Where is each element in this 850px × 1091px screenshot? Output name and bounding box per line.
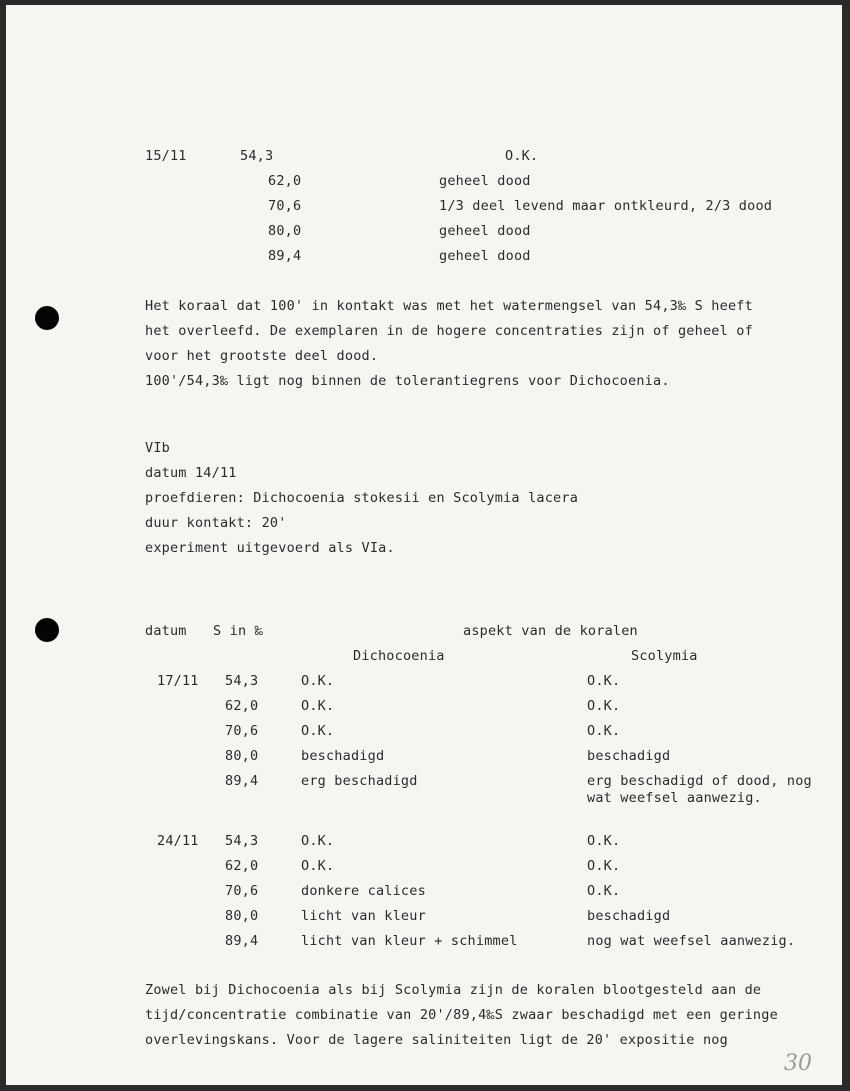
- table2-salinity: 89,4: [225, 933, 259, 949]
- experiment-heading: VIb: [145, 440, 170, 456]
- table1-salinity: 70,6: [268, 198, 302, 214]
- table2-scolymia: O.K.: [587, 698, 621, 714]
- table2-salinity: 70,6: [225, 723, 259, 739]
- table2-salinity: 80,0: [225, 748, 259, 764]
- table1-aspect: O.K.: [505, 148, 539, 164]
- table2-scolymia: O.K.: [587, 858, 621, 874]
- table2-dichocoenia: licht van kleur: [301, 908, 426, 924]
- table2-header-dichocoenia: Dichocoenia: [353, 648, 445, 664]
- table2-scolymia: beschadigd: [587, 748, 671, 764]
- table2-salinity: 70,6: [225, 883, 259, 899]
- table2-salinity: 80,0: [225, 908, 259, 924]
- table1-salinity: 80,0: [268, 223, 302, 239]
- table2-header-salinity: S in ‰: [213, 623, 263, 639]
- table2-dichocoenia: donkere calices: [301, 883, 426, 899]
- table2-salinity: 89,4: [225, 773, 259, 789]
- table1-salinity: 54,3: [240, 148, 274, 164]
- table2-dichocoenia: O.K.: [301, 833, 335, 849]
- table2-header-aspect: aspekt van de koralen: [463, 623, 638, 639]
- table2-salinity: 54,3: [225, 833, 259, 849]
- table1-aspect: geheel dood: [439, 223, 531, 239]
- paragraph-line: voor het grootste deel dood.: [145, 348, 379, 364]
- table2-scolymia: O.K.: [587, 723, 621, 739]
- table2-scolymia: O.K.: [587, 833, 621, 849]
- experiment-method: experiment uitgevoerd als VIa.: [145, 540, 395, 556]
- punch-hole: [35, 618, 59, 642]
- table2-dichocoenia: O.K.: [301, 673, 335, 689]
- table1-salinity: 89,4: [268, 248, 302, 264]
- table2-scolymia: nog wat weefsel aanwezig.: [587, 933, 796, 949]
- paragraph-line: het overleefd. De exemplaren in de hogere concentraties zijn of geheel of: [145, 323, 753, 339]
- table2-dichocoenia: O.K.: [301, 698, 335, 714]
- table2-salinity: 54,3: [225, 673, 259, 689]
- table2-salinity: 62,0: [225, 698, 259, 714]
- table2-scolymia: erg beschadigd of dood, nog: [587, 773, 812, 789]
- experiment-duration: duur kontakt: 20': [145, 515, 287, 531]
- table2-dichocoenia: O.K.: [301, 723, 335, 739]
- table2-dichocoenia: erg beschadigd: [301, 773, 418, 789]
- table2-header-date: datum: [145, 623, 187, 639]
- experiment-date: datum 14/11: [145, 465, 237, 481]
- table2-scolymia-continued: wat weefsel aanwezig.: [587, 790, 762, 806]
- paragraph-line: 100'/54,3‰ ligt nog binnen de tolerantiegrens voor Dichocoenia.: [145, 373, 670, 389]
- paragraph-line: Het koraal dat 100' in kontakt was met het watermengsel van 54,3‰ S heeft: [145, 298, 753, 314]
- table1-date: 15/11: [145, 148, 187, 164]
- table2-header-scolymia: Scolymia: [631, 648, 698, 664]
- document-page: [6, 5, 842, 1085]
- page-number: 30: [784, 1051, 812, 1076]
- table2-scolymia: O.K.: [587, 673, 621, 689]
- table2-scolymia: O.K.: [587, 883, 621, 899]
- table2-dichocoenia: licht van kleur + schimmel: [301, 933, 518, 949]
- punch-hole: [35, 306, 59, 330]
- table2-date: 17/11: [157, 673, 199, 689]
- paragraph-line: tijd/concentratie combinatie van 20'/89,4‰S zwaar beschadigd met een geringe: [145, 1007, 778, 1023]
- paragraph-line: overlevingskans. Voor de lagere saliniteiten ligt de 20' expositie nog: [145, 1032, 728, 1048]
- table2-dichocoenia: beschadigd: [301, 748, 385, 764]
- table2-salinity: 62,0: [225, 858, 259, 874]
- table2-date: 24/11: [157, 833, 199, 849]
- table2-scolymia: beschadigd: [587, 908, 671, 924]
- experiment-animals: proefdieren: Dichocoenia stokesii en Scolymia lacera: [145, 490, 579, 506]
- table2-dichocoenia: O.K.: [301, 858, 335, 874]
- paragraph-line: Zowel bij Dichocoenia als bij Scolymia zijn de koralen blootgesteld aan de: [145, 982, 762, 998]
- table1-aspect: 1/3 deel levend maar ontkleurd, 2/3 dood: [439, 198, 773, 214]
- table1-aspect: geheel dood: [439, 173, 531, 189]
- table1-aspect: geheel dood: [439, 248, 531, 264]
- table1-salinity: 62,0: [268, 173, 302, 189]
